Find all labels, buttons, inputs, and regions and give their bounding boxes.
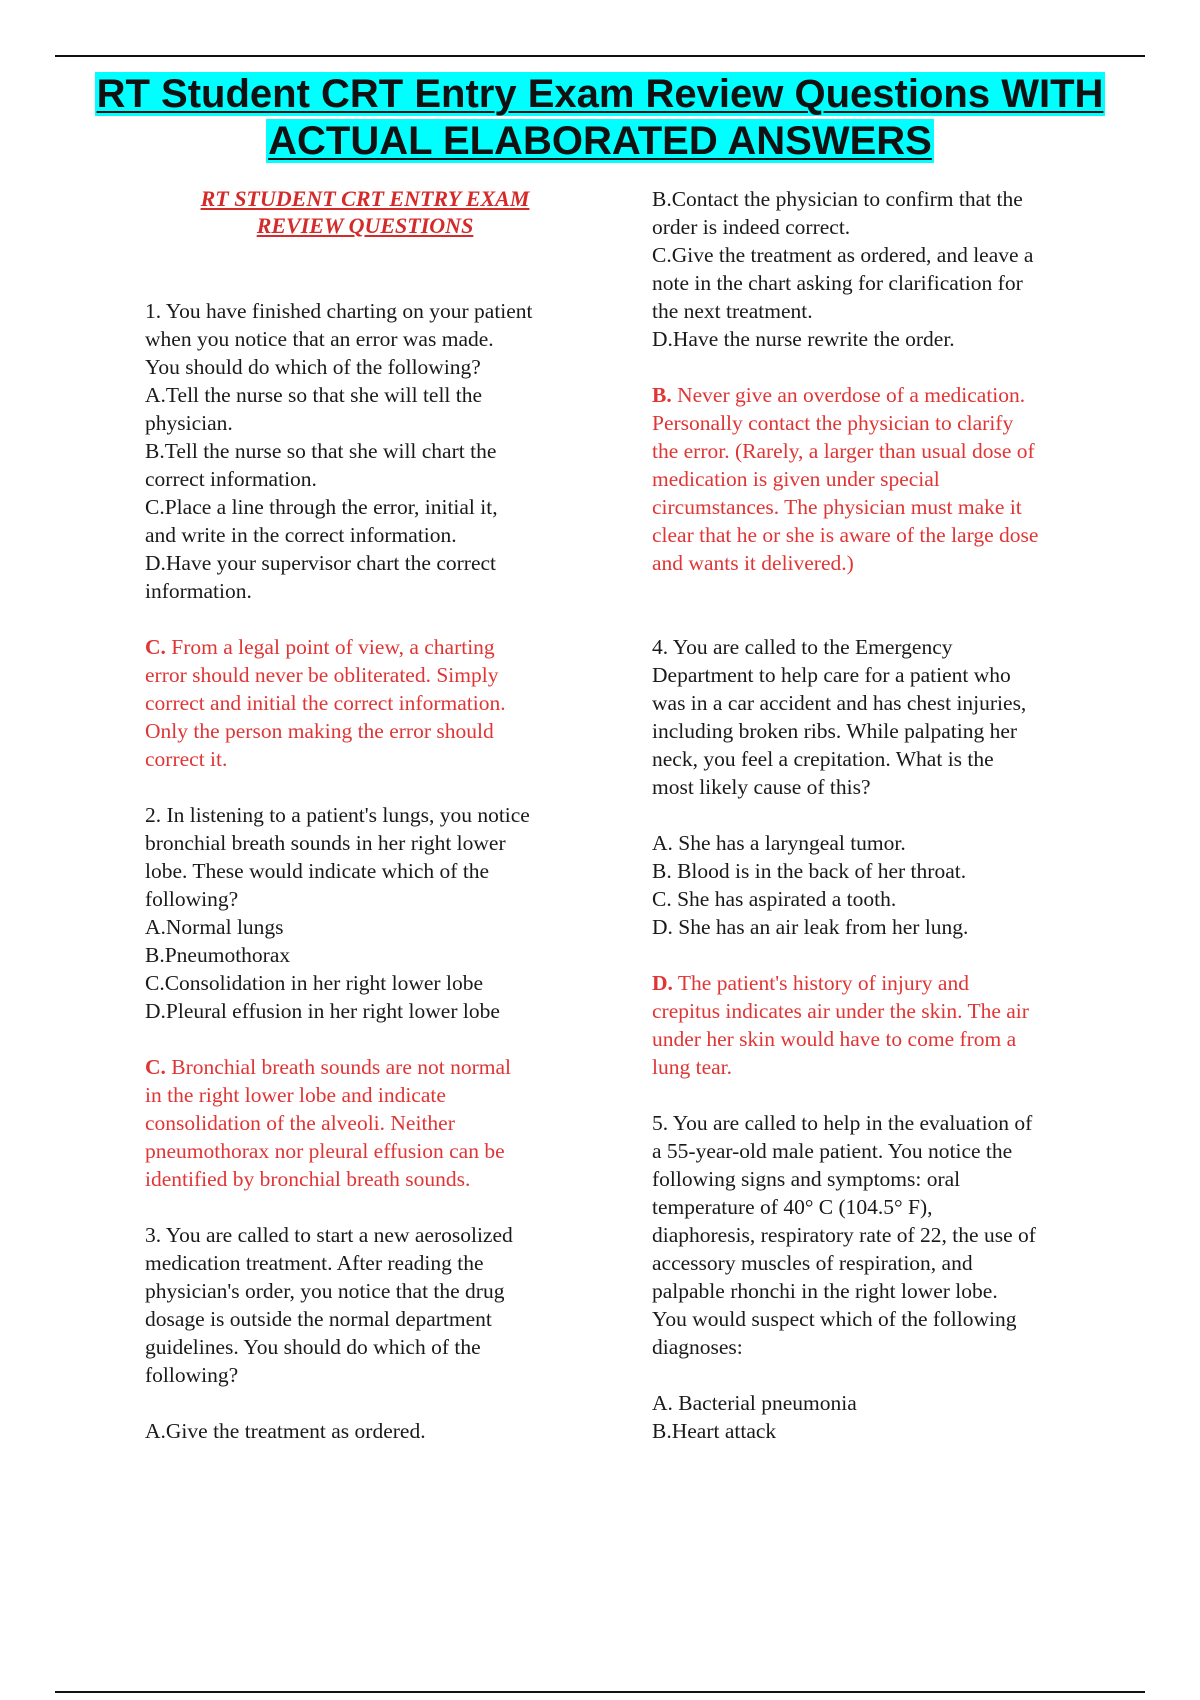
answer-letter: D.	[652, 971, 673, 995]
q5-line: 5. You are called to help in the evaluation of	[652, 1111, 1033, 1135]
answer-text: correct it.	[145, 747, 228, 771]
q1-option: physician.	[145, 411, 233, 435]
title-line-2: ACTUAL ELABORATED ANSWERS	[268, 119, 932, 163]
q5-option: A. Bacterial pneumonia	[652, 1391, 857, 1415]
q3-option: order is indeed correct.	[652, 215, 851, 239]
q5-line: temperature of 40° C (104.5° F),	[652, 1195, 933, 1219]
answer-text: medication is given under special	[652, 467, 940, 491]
q5-line: You would suspect which of the following	[652, 1307, 1017, 1331]
q3-line: 3. You are called to start a new aerosolized	[145, 1223, 513, 1247]
answer-text: The patient's history of injury and	[672, 971, 969, 995]
answer-2	[145, 1053, 585, 1193]
q5-line: diaphoresis, respiratory rate of 22, the use of	[652, 1223, 1036, 1247]
section-heading-line-2: REVIEW QUESTIONS	[256, 213, 474, 238]
answer-text: the error. (Rarely, a larger than usual dose of	[652, 439, 1035, 463]
q3-line: dosage is outside the normal department	[145, 1307, 492, 1331]
q4-line: including broken ribs. While palpating her	[652, 719, 1018, 743]
q1-option: A.Tell the nurse so that she will tell the	[145, 383, 483, 407]
answer-1	[145, 633, 585, 773]
question-1	[145, 297, 585, 605]
answer-text: lung tear.	[652, 1055, 733, 1079]
q5-line: following signs and symptoms: oral	[652, 1167, 961, 1191]
q1-option: B.Tell the nurse so that she will chart the	[145, 439, 497, 463]
answer-text: clear that he or she is aware of the large dose	[652, 523, 1039, 547]
title-line-1: RT Student CRT Entry Exam Review Questions WITH	[96, 72, 1104, 116]
answer-text: Only the person making the error should	[145, 719, 494, 743]
q1-option: and write in the correct information.	[145, 523, 457, 547]
q4-option: A. She has a laryngeal tumor.	[652, 831, 906, 855]
answer-text: crepitus indicates air under the skin. The air	[652, 999, 1029, 1023]
q4-line: 4. You are called to the Emergency	[652, 635, 953, 659]
right-column	[652, 185, 1097, 1445]
q4-line: most likely cause of this?	[652, 775, 871, 799]
q4-line: neck, you feel a crepitation. What is the	[652, 747, 994, 771]
q5-line: accessory muscles of respiration, and	[652, 1251, 973, 1275]
answer-letter: C.	[145, 635, 166, 659]
q2-option: B.Pneumothorax	[145, 943, 291, 967]
q5-line: palpable rhonchi in the right lower lobe.	[652, 1279, 998, 1303]
answer-text: under her skin would have to come from a	[652, 1027, 1017, 1051]
q1-option: D.Have your supervisor chart the correct	[145, 551, 497, 575]
answer-text: correct and initial the correct information.	[145, 691, 506, 715]
answer-text: identified by bronchial breath sounds.	[145, 1167, 471, 1191]
question-5	[652, 1109, 1097, 1445]
q1-line: You should do which of the following?	[145, 355, 481, 379]
q3-option: C.Give the treatment as ordered, and leave a	[652, 243, 1034, 267]
q1-line: when you notice that an error was made.	[145, 327, 494, 351]
q4-option: D. She has an air leak from her lung.	[652, 915, 969, 939]
top-rule	[55, 55, 1145, 57]
q2-line: 2. In listening to a patient's lungs, you notice	[145, 803, 530, 827]
q2-line: lobe. These would indicate which of the	[145, 859, 490, 883]
q3-option: note in the chart asking for clarification for	[652, 271, 1023, 295]
question-2	[145, 801, 585, 1025]
answer-letter: B.	[652, 383, 672, 407]
q1-line: 1. You have finished charting on your patient	[145, 299, 533, 323]
q2-option: C.Consolidation in her right lower lobe	[145, 971, 483, 995]
answer-letter: C.	[145, 1055, 166, 1079]
question-4	[652, 633, 1097, 941]
answer-text: pneumothorax nor pleural effusion can be	[145, 1139, 505, 1163]
q3-option: A.Give the treatment as ordered.	[145, 1419, 426, 1443]
q1-option: C.Place a line through the error, initial it,	[145, 495, 498, 519]
q4-option: C. She has aspirated a tooth.	[652, 887, 897, 911]
q3-line: physician's order, you notice that the drug	[145, 1279, 505, 1303]
q3-option: the next treatment.	[652, 299, 813, 323]
answer-3	[652, 381, 1097, 577]
section-heading-line-1: RT STUDENT CRT ENTRY EXAM	[200, 186, 530, 211]
answer-text: and wants it delivered.)	[652, 551, 854, 575]
left-column	[145, 185, 585, 1445]
bottom-rule	[55, 1691, 1145, 1693]
document-title	[60, 71, 1140, 165]
q2-line: following?	[145, 887, 239, 911]
answer-text: Bronchial breath sounds are not normal	[165, 1055, 512, 1079]
answer-text: error should never be obliterated. Simply	[145, 663, 499, 687]
q5-line: diagnoses:	[652, 1335, 743, 1359]
q3-line: guidelines. You should do which of the	[145, 1335, 481, 1359]
answer-text: circumstances. The physician must make it	[652, 495, 1022, 519]
q5-option: B.Heart attack	[652, 1419, 777, 1443]
q4-line: was in a car accident and has chest injuries,	[652, 691, 1027, 715]
q2-option: D.Pleural effusion in her right lower lobe	[145, 999, 500, 1023]
q5-line: a 55-year-old male patient. You notice the	[652, 1139, 1013, 1163]
q3-option: D.Have the nurse rewrite the order.	[652, 327, 955, 351]
q1-option: correct information.	[145, 467, 317, 491]
answer-text: From a legal point of view, a charting	[165, 635, 495, 659]
answer-text: Never give an overdose of a medication.	[671, 383, 1026, 407]
answer-text: consolidation of the alveoli. Neither	[145, 1111, 455, 1135]
answer-text: in the right lower lobe and indicate	[145, 1083, 446, 1107]
q3-option: B.Contact the physician to confirm that the	[652, 187, 1023, 211]
q3-line: medication treatment. After reading the	[145, 1251, 484, 1275]
q4-line: Department to help care for a patient who	[652, 663, 1011, 687]
q4-option: B. Blood is in the back of her throat.	[652, 859, 967, 883]
q1-option: information.	[145, 579, 252, 603]
q3-line: following?	[145, 1363, 239, 1387]
question-3	[145, 1221, 585, 1445]
section-heading	[145, 185, 585, 239]
answer-text: Personally contact the physician to clarify	[652, 411, 1014, 435]
q2-option: A.Normal lungs	[145, 915, 284, 939]
q2-line: bronchial breath sounds in her right lower	[145, 831, 506, 855]
answer-4	[652, 969, 1097, 1081]
question-3-continued	[652, 185, 1097, 353]
